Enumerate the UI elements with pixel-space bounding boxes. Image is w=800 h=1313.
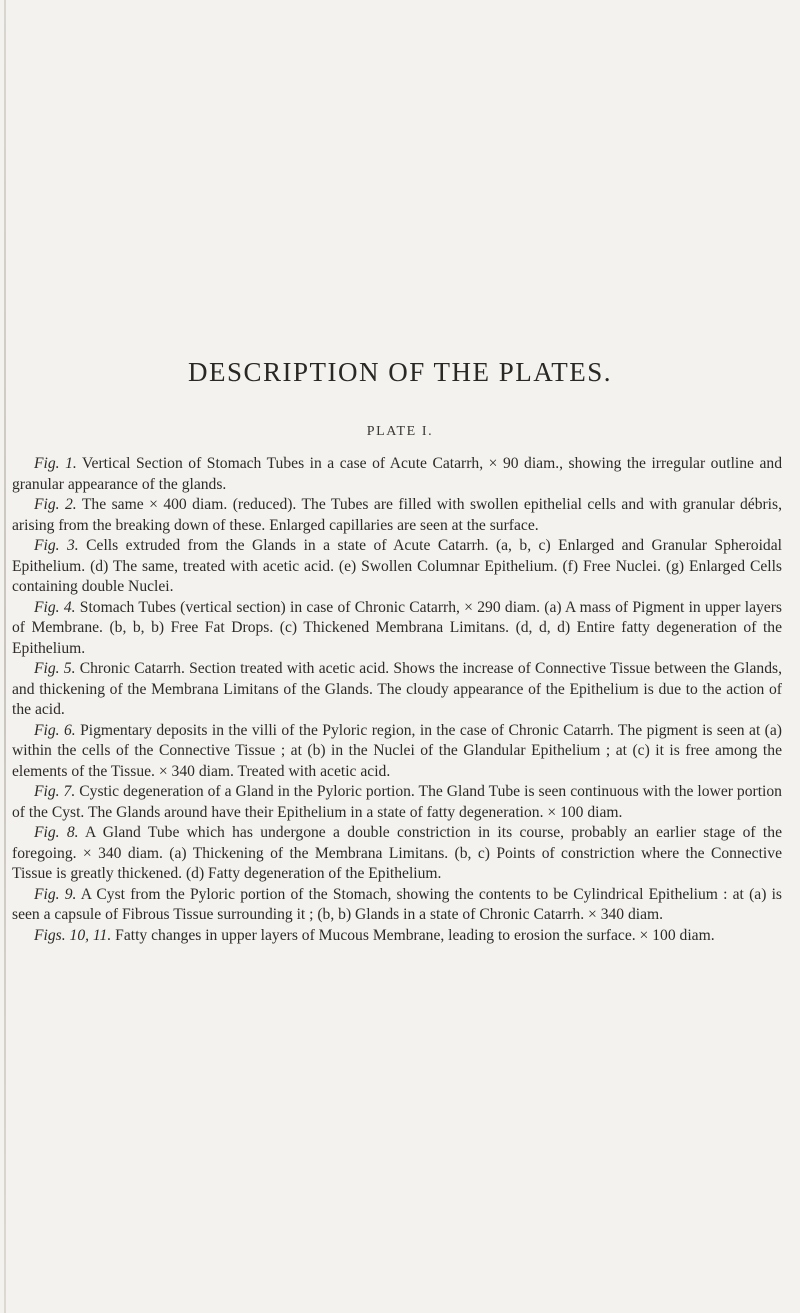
figure-description — [12, 721, 782, 783]
figure-label: Figs. 10, 11. — [34, 926, 112, 944]
plate-heading: PLATE I. — [366, 424, 434, 439]
figure-label: Fig. 3. — [34, 537, 79, 554]
figure-description — [12, 885, 782, 926]
page-edge-shadow — [4, 0, 6, 1313]
figure-text: A Cyst from the Pyloric portion of the Stomach, showing the contents to be Cylindrical Epithelium : at (a) is seen a capsule of Fibrous Tissue surrounding it ; (b, b) Glands in a state of Chronic Catarrh. × 340 diam. — [12, 885, 782, 923]
figure-label: Fig. 8. — [34, 824, 79, 841]
figure-description — [12, 536, 782, 598]
figure-text: Cells extruded from the Glands in a state of Acute Catarrh. (a, b, c) Enlarged and Granular Spheroidal Epithelium. (d) The same, treated with acetic acid. (e) Swollen Columnar Epithelium. (f) Free Nuclei. (g) Enlarged Cells containing double Nuclei. — [12, 537, 782, 595]
figure-text: Pigmentary deposits in the villi of the Pyloric region, in the case of Chronic Catarrh. The pigment is seen at (a) within the cells of the Connective Tissue ; at (b) in the Nuclei of the Glandular Epithelium ; at (c) it is free among the elements of the Tissue. × 340 diam. Treated with acetic acid. — [12, 721, 782, 780]
figure-description — [12, 659, 782, 721]
figure-label: Fig. 9. — [34, 885, 77, 903]
figure-text: Chronic Catarrh. Section treated with acetic acid. Shows the increase of Connective Tissue between the Glands, and thickening of the Membrana Limitans of the Glands. The cloudy appearance of the Epithelium is due to the action of the acid. — [12, 660, 782, 718]
figure-text: Fatty changes in upper layers of Mucous Membrane, leading to erosion the surface. × 100 diam. — [111, 926, 715, 944]
figure-description — [12, 782, 782, 823]
figure-text: A Gland Tube which has undergone a double constriction in its course, probably an earlier stage of the foregoing. × 340 diam. (a) Thickening of the Membrana Limitans. (b, c) Points of constriction where the Connective Tissue is greatly thickened. (d) Fatty degeneration of the Epithelium. — [12, 824, 782, 882]
figure-label: Fig. 2. — [34, 496, 77, 513]
figure-text: Cystic degeneration of a Gland in the Pyloric portion. The Gland Tube is seen continuous with the lower portion of the Cyst. The Glands around have their Epithelium in a state of fatty degeneration. × 100 diam. — [12, 783, 782, 821]
figure-description — [12, 598, 782, 660]
figure-description — [12, 926, 782, 947]
figure-description — [12, 823, 782, 885]
figure-label: Fig. 4. — [34, 598, 76, 616]
plate-descriptions — [12, 454, 782, 946]
figure-label: Fig. 1. — [34, 455, 77, 472]
figure-text: Vertical Section of Stomach Tubes in a case of Acute Catarrh, × 90 diam., showing the irregular outline and granular appearance of the glands. — [12, 455, 782, 493]
figure-text: The same × 400 diam. (reduced). The Tubes are filled with swollen epithelial cells and with granular débris, arising from the breaking down of these. Enlarged capillaries are seen at the surface. — [12, 496, 782, 534]
figure-text: Stomach Tubes (vertical section) in case of Chronic Catarrh, × 290 diam. (a) A mass of Pigment in upper layers of Membrane. (b, b, b) Free Fat Drops. (c) Thickened Membrana Limitans. (d, d, d) Entire fatty degeneration of the Epithelium. — [12, 598, 782, 657]
figure-label: Fig. 6. — [34, 721, 76, 739]
figure-label: Fig. 7. — [34, 783, 76, 800]
figure-label: Fig. 5. — [34, 660, 76, 677]
figure-description — [12, 495, 782, 536]
page-title: DESCRIPTION OF THE PLATES. — [187, 357, 613, 387]
figure-description — [12, 454, 782, 495]
